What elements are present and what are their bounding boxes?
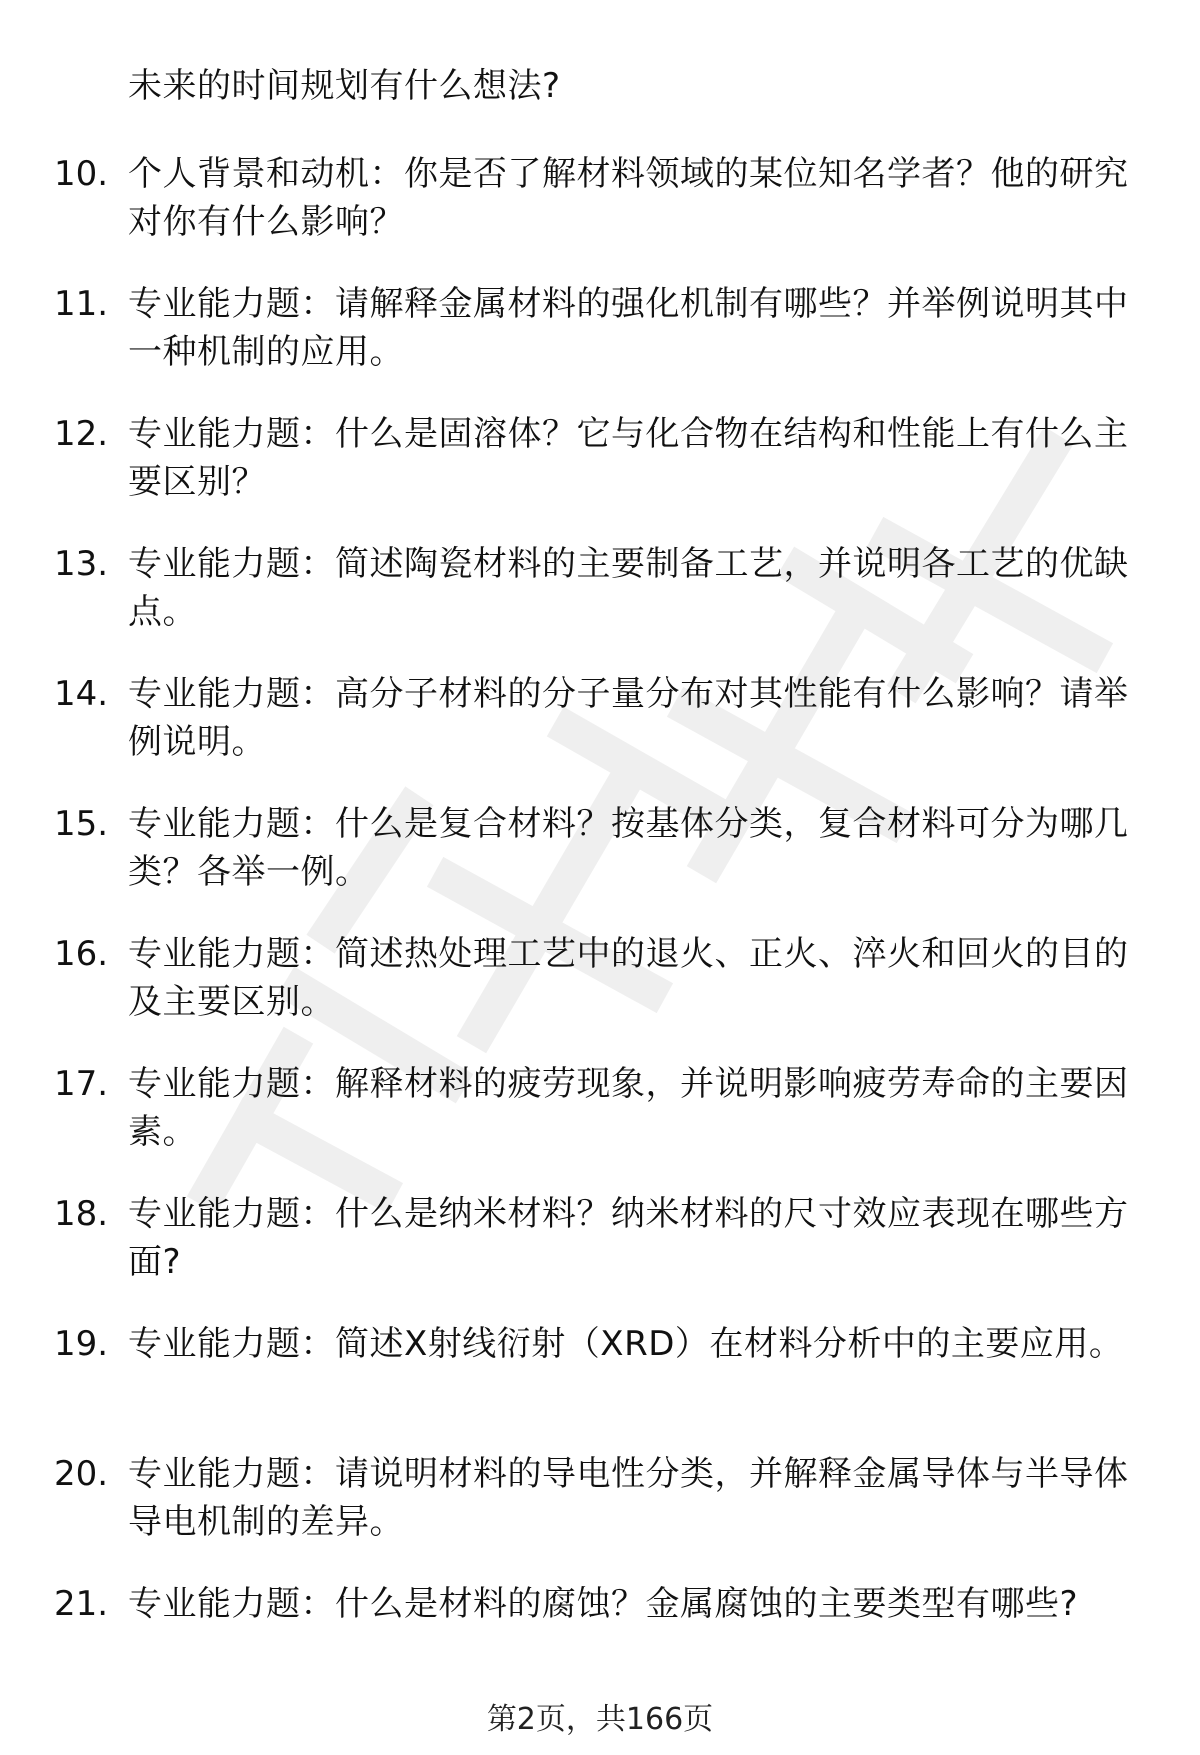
question-number: 15. [54,804,109,844]
question-number: 18. [54,1194,109,1234]
question-text: 专业能力题：什么是固溶体？它与化合物在结构和性能上有什么主要区别？ [128,414,1129,502]
question-number: 16. [54,934,109,974]
list-item [0,670,1200,800]
continuation-line: 未来的时间规划有什么想法? [128,66,561,106]
list-item [0,540,1200,670]
question-text: 专业能力题：高分子材料的分子量分布对其性能有什么影响？请举例说明。 [128,674,1129,762]
list-item [0,1580,1200,1710]
question-number: 21. [54,1584,109,1624]
question-text: 专业能力题：请解释金属材料的强化机制有哪些？并举例说明其中一种机制的应用。 [128,284,1129,372]
question-text: 专业能力题：简述陶瓷材料的主要制备工艺，并说明各工艺的优缺点。 [128,544,1129,632]
question-number: 11. [54,284,109,324]
list-item [0,280,1200,410]
list-item [0,1190,1200,1320]
question-number: 14. [54,674,109,714]
question-number: 17. [54,1064,109,1104]
question-list [0,150,1200,1710]
list-item [0,800,1200,930]
question-text: 专业能力题：什么是材料的腐蚀？金属腐蚀的主要类型有哪些? [128,1584,1079,1624]
list-item [0,410,1200,540]
question-text: 专业能力题：什么是纳米材料？纳米材料的尺寸效应表现在哪些方面? [128,1194,1129,1282]
list-item [0,1450,1200,1580]
question-number: 13. [54,544,109,584]
question-number: 10. [54,154,109,194]
page-footer: 第2页，共166页 [486,1702,714,1737]
list-item [0,1060,1200,1190]
question-number: 19. [54,1324,109,1364]
list-item [0,1320,1200,1450]
question-number: 20. [54,1454,109,1494]
question-text: 专业能力题：什么是复合材料？按基体分类，复合材料可分为哪几类？各举一例。 [128,804,1129,892]
question-text: 专业能力题：请说明材料的导电性分类，并解释金属导体与半导体导电机制的差异。 [128,1454,1129,1542]
list-item [0,930,1200,1060]
question-text: 专业能力题：解释材料的疲劳现象，并说明影响疲劳寿命的主要因素。 [128,1064,1129,1152]
question-text: 专业能力题：简述X射线衍射（XRD）在材料分析中的主要应用。 [128,1324,1124,1364]
list-item [0,150,1200,280]
question-text: 个人背景和动机：你是否了解材料领域的某位知名学者？他的研究对你有什么影响？ [128,154,1129,242]
question-number: 12. [54,414,109,454]
question-text: 专业能力题：简述热处理工艺中的退火、正火、淬火和回火的目的及主要区别。 [128,934,1129,1022]
